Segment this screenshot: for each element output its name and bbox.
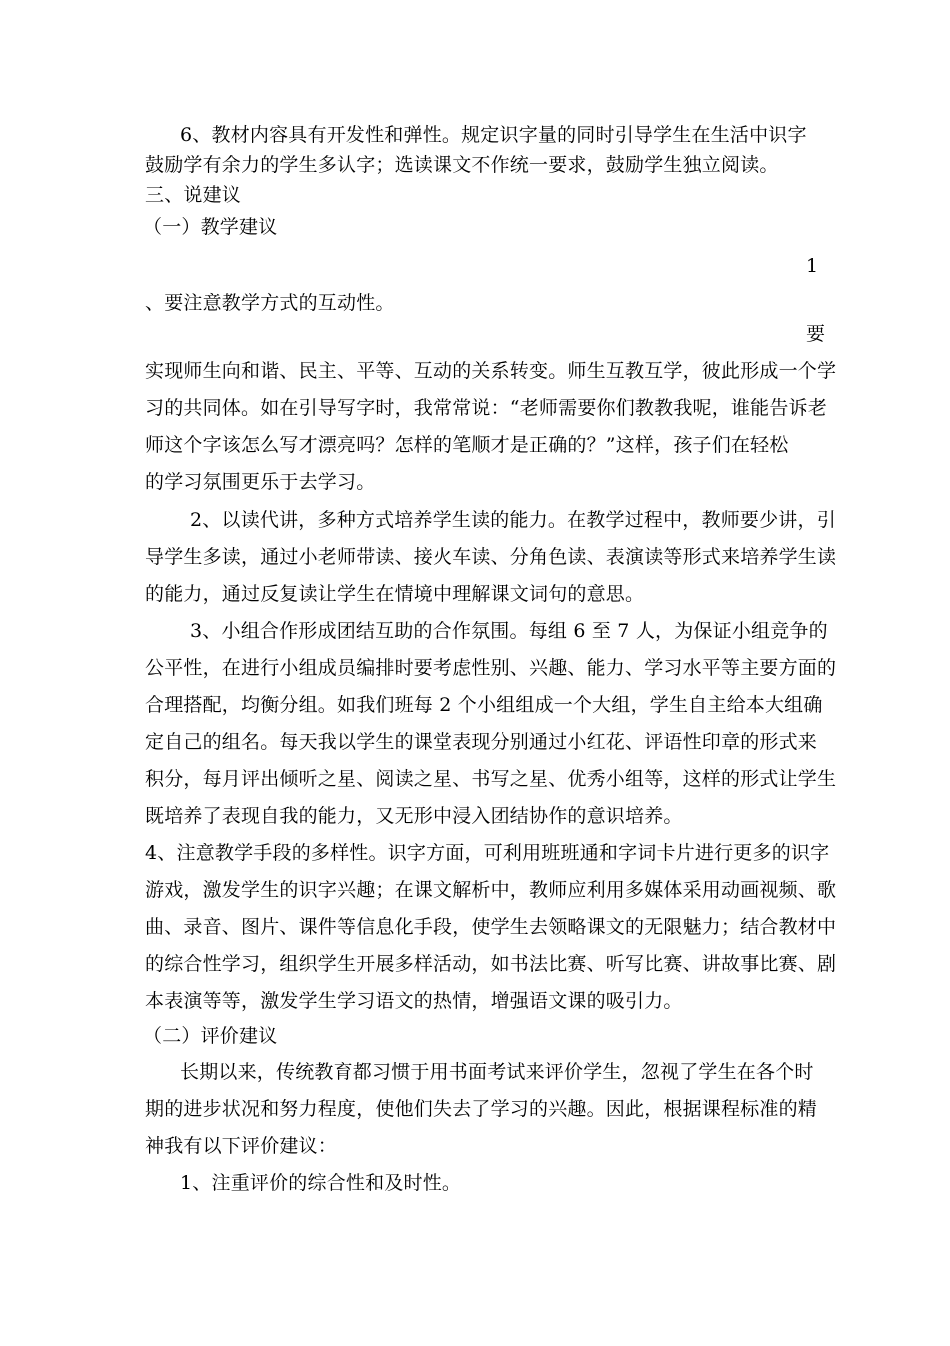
paragraph-line: 定自己的组名。每天我以学生的课堂表现分别通过小红花、评语性印章的形式来 (145, 731, 818, 753)
paragraph-line: 曲、录音、图片、课件等信息化手段，使学生去领略课文的无限魅力；结合教材中 (145, 916, 837, 938)
paragraph-line: 的能力，通过反复读让学生在情境中理解课文词句的意思。 (145, 583, 645, 605)
paragraph-line: 4、注意教学手段的多样性。识字方面，可利用班班通和字词卡片进行更多的识字 (145, 842, 830, 864)
paragraph-line: 1、注重评价的综合性和及时性。 (180, 1172, 462, 1194)
paragraph-line: 既培养了表现自我的能力，又无形中浸入团结协作的意识培养。 (145, 805, 683, 827)
paragraph-line: 积分，每月评出倾听之星、阅读之星、书写之星、优秀小组等，这样的形式让学生 (145, 768, 837, 790)
paragraph-line: 、要注意教学方式的互动性。 (145, 292, 395, 314)
subsection-heading: （一）教学建议 (143, 216, 278, 238)
paragraph-line: 实现师生向和谐、民主、平等、互动的关系转变。师生互教互学，彼此形成一个学 (145, 360, 837, 382)
paragraph-line: 长期以来，传统教育都习惯于用书面考试来评价学生，忽视了学生在各个时 (180, 1061, 814, 1083)
section-heading: 三、说建议 (145, 184, 242, 206)
item-number: 1 (806, 255, 819, 277)
subsection-heading: （二）评价建议 (143, 1025, 278, 1047)
paragraph-line: 要 (806, 323, 826, 345)
paragraph-line: 公平性，在进行小组成员编排时要考虑性别、兴趣、能力、学习水平等主要方面的 (145, 657, 837, 679)
paragraph-line: 的学习氛围更乐于去学习。 (145, 471, 376, 493)
paragraph-line: 游戏，激发学生的识字兴趣；在课文解析中，教师应利用多媒体采用动画视频、歌 (145, 879, 837, 901)
paragraph-line: 6、教材内容具有开发性和弹性。规定识字量的同时引导学生在生活中识字 (180, 124, 807, 146)
paragraph-line: 神我有以下评价建议： (145, 1135, 338, 1157)
paragraph-line: 导学生多读，通过小老师带读、接火车读、分角色读、表演读等形式来培养学生读 (145, 546, 837, 568)
paragraph-line: 2、以读代讲，多种方式培养学生读的能力。在教学过程中，教师要少讲，引 (190, 509, 836, 531)
paragraph-line: 习的共同体。如在引导写字时，我常常说：“老师需要你们教教我呢，谁能告诉老 (145, 397, 827, 419)
paragraph-line: 合理搭配，均衡分组。如我们班每 2 个小组组成一个大组，学生自主给本大组确 (145, 694, 823, 716)
paragraph-line: 师这个字该怎么写才漂亮吗？怎样的笔顺才是正确的？”这样，孩子们在轻松 (145, 434, 789, 456)
paragraph-line: 3、小组合作形成团结互助的合作氛围。每组 6 至 7 人，为保证小组竞争的 (190, 620, 828, 642)
paragraph-line: 本表演等等，激发学生学习语文的热情，增强语文课的吸引力。 (145, 990, 683, 1012)
paragraph-line: 期的进步状况和努力程度，使他们失去了学习的兴趣。因此，根据课程标准的精 (145, 1098, 818, 1120)
paragraph-line: 鼓励学有余力的学生多认字；选读课文不作统一要求，鼓励学生独立阅读。 (145, 154, 779, 176)
paragraph-line: 的综合性学习，组织学生开展多样活动，如书法比赛、听写比赛、讲故事比赛、剧 (145, 953, 837, 975)
